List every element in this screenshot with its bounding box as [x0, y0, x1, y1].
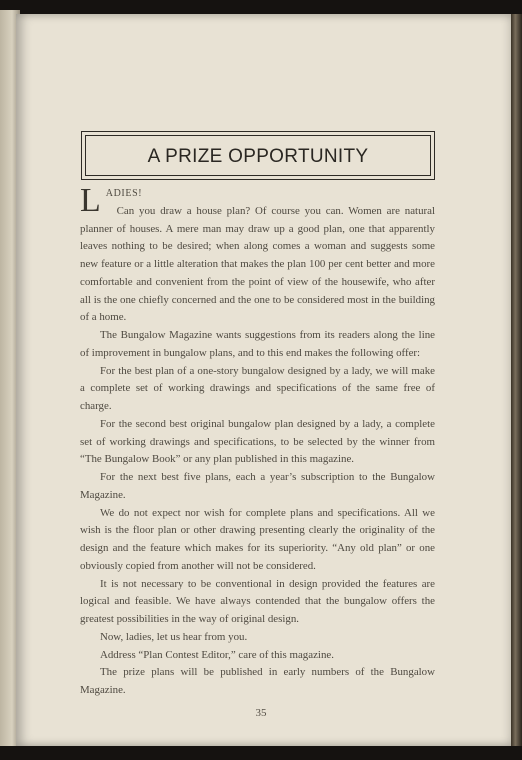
- page-stack-edge: [511, 14, 522, 746]
- paragraph: We do not expect nor wish for complete plans and specifications. All we wish is the floor plan or other drawing presenting clearly the originality of the design and the feature which makes for its superiority. “Any old plan” or one obviously copied from another will not be considered.: [80, 506, 435, 572]
- paragraph: For the second best original bungalow plan designed by a lady, a complete set of working drawings and specifications, to be selected by the winner from “The Bungalow Book” or any plan published in this magazine.: [80, 417, 435, 466]
- opening-paragraph: [80, 182, 435, 327]
- paragraph: Can you draw a house plan? Of course you can. Women are natural planner of houses. A mere man may draw up a good plan, one that apparently leaves nothing to be desired; when along comes a woman and suggests some new feature or a little alteration that makes the plan 100 per cent better and more comfortable and convenient from the point of view of the housewife, who after all is the one chiefly concerned and the one to be considered most in the building of a home.: [80, 204, 435, 324]
- paragraph: Address “Plan Contest Editor,” care of this magazine.: [100, 648, 334, 661]
- paragraph: For the next best five plans, each a year’s subscription to the Bungalow Magazine.: [80, 471, 435, 501]
- paragraph: The prize plans will be published in early numbers of the Bungalow Magazine.: [80, 666, 435, 696]
- paragraph: For the best plan of a one-story bungalow designed by a lady, we will make a complete set of working drawings and specifications of the same free of charge.: [80, 364, 435, 412]
- article-body: [80, 182, 435, 700]
- drop-cap: L: [80, 182, 101, 219]
- page-number: 35: [255, 707, 267, 719]
- paragraph: The Bungalow Magazine wants suggestions from its readers along the line of improvement in bungalow plans, and to this end makes the following offer:: [80, 329, 435, 359]
- salutation: ADIES!: [105, 188, 143, 199]
- paragraph: It is not necessary to be conventional in design provided the features are logical and feasible. We have always contended that the bungalow offers the greatest possibilities in the way of original design.: [80, 577, 435, 625]
- article-title: A PRIZE OPPORTUNITY: [147, 146, 369, 167]
- paragraph: Now, ladies, let us hear from you.: [100, 630, 248, 643]
- scan-top-border: [0, 0, 522, 14]
- title-frame: [81, 131, 435, 180]
- scan-bottom-border: [0, 746, 522, 760]
